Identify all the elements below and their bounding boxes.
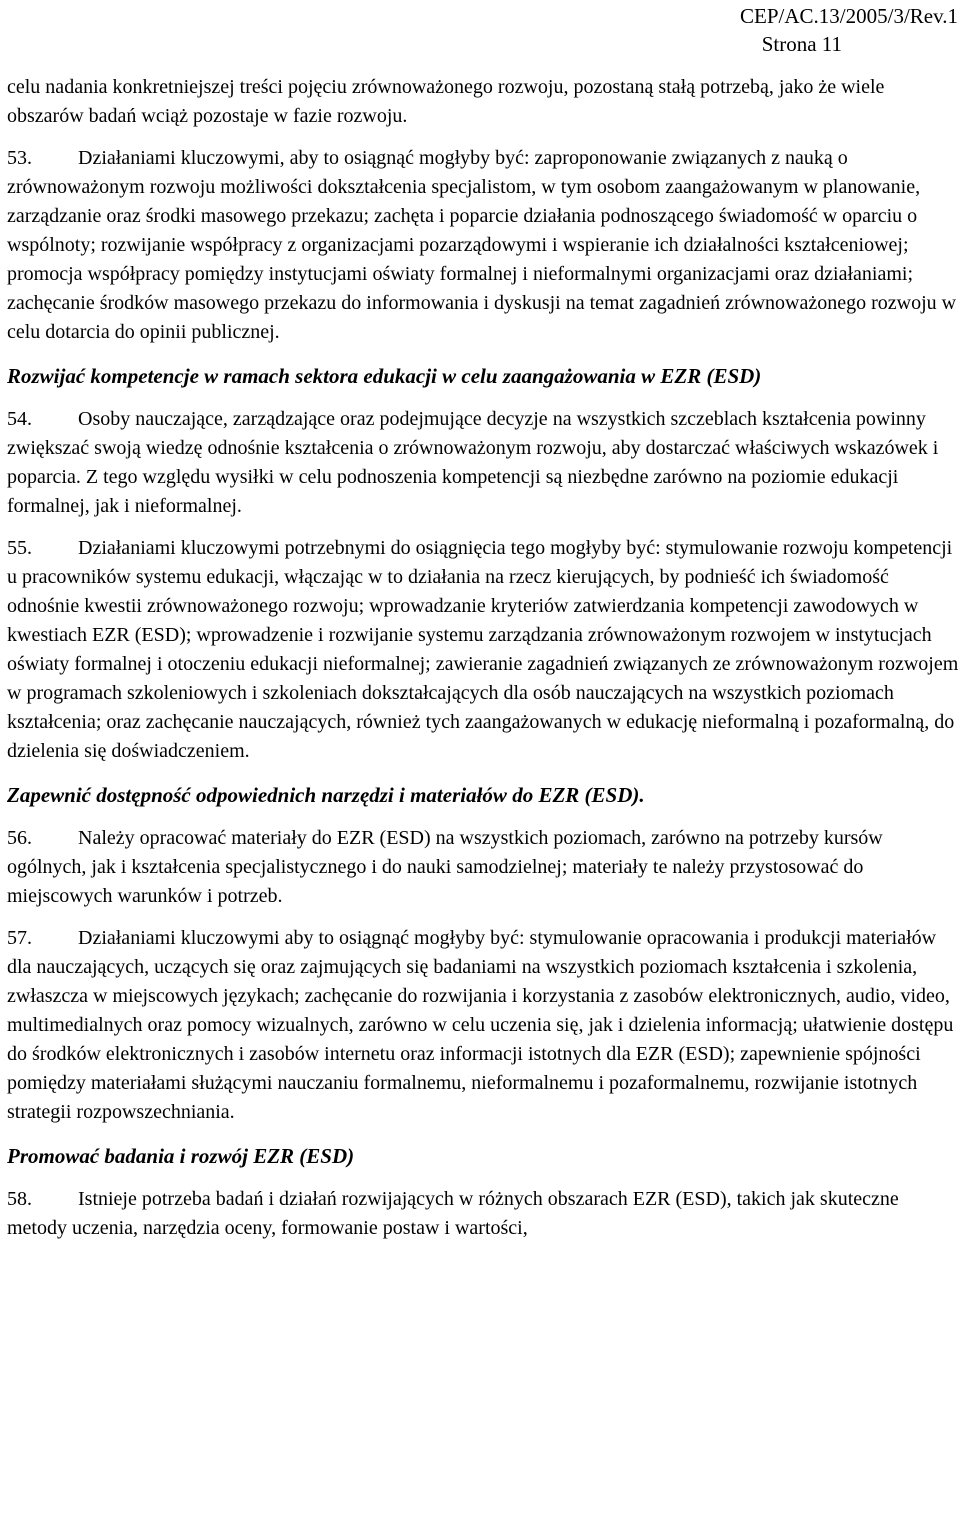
section-heading-tools: Zapewnić dostępność odpowiednich narzędzi i materiałów do EZR (ESD). [7, 783, 645, 807]
paragraph-55 [7, 534, 960, 766]
paragraph-text: Osoby nauczające, zarządzające oraz podejmujące decyzje na wszystkich szczeblach kształcenia powinny zwiększać swoją wiedzę odnośnie kształcenia o zrównoważonym rozwoju, aby dostarczać właściwych wskazówek i poparcia. Z tego względu wysiłki w celu podnoszenia kompetencji są niezbędne zarówno na poziomie edukacji formalnej, jak i nieformalnej. [7, 408, 939, 517]
page-header [740, 2, 958, 58]
paragraph-text: Należy opracować materiały do EZR (ESD) na wszystkich poziomach, zarówno na potrzeby kursów ogólnych, jak i kształcenia specjalistycznego i do nauki samodzielnej; materiały te należy przystosować do miejscowych warunków i potrzeb. [7, 827, 883, 907]
paragraph-text: Działaniami kluczowymi aby to osiągnąć mogłyby być: stymulowanie opracowania i produkcji materiałów dla nauczających, uczących się oraz zajmujących się badaniami na wszystkich poziomach kształcenia i szkolenia, zwłaszcza w miejscowych językach; zachęcanie do rozwijania i korzystania z zasobów elektronicznych, audio, video, multimedialnych oraz pomocy wizualnych, zarówno w celu uczenia się, jak i dzielenia informacją; ułatwienie dostępu do środków elektronicznych i zasobów internetu oraz informacji istotnych dla EZR (ESD); zapewnienie spójności pomiędzy materiałami służącymi nauczaniu formalnemu, nieformalnemu i pozaformalnemu, rozwijanie istotnych strategii rozpowszechniania. [7, 927, 954, 1123]
intro-paragraph [7, 73, 960, 131]
paragraph-number: 56. [7, 827, 32, 849]
paragraph-text: Działaniami kluczowymi potrzebnymi do osiągnięcia tego mogłyby być: stymulowanie rozwoju kompetencji u pracowników systemu edukacji, włączając w to działania na rzecz kierujących, by podnieść ich świadomość odnośnie kwestii zrównoważonego rozwoju; wprowadzanie kryteriów zatwierdzania kompetencji zawodowych w kwestiach EZR (ESD); wprowadzenie i rozwijanie systemu zarządzania zrównoważonym rozwojem w instytucjach oświaty formalnej i otoczeniu edukacji nieformalnej; zawieranie zagadnień związanych ze zrównoważonym rozwojem w programach szkoleniowych i szkoleniach dokształcających dla osób nauczających na wszystkich poziomach kształcenia; oraz zachęcanie nauczających, również tych zaangażowanych w edukację nieformalną i pozaformalną, do dzielenia się doświadczeniem. [7, 537, 959, 762]
paragraph-number: 53. [7, 147, 32, 169]
paragraph-number: 57. [7, 927, 32, 949]
paragraph-57 [7, 924, 960, 1127]
paragraph-56 [7, 824, 960, 911]
paragraph-number: 54. [7, 408, 32, 430]
paragraph-text: Istnieje potrzeba badań i działań rozwijających w różnych obszarach EZR (ESD), takich jak skuteczne metody uczenia, narzędzia oceny, formowanie postaw i wartości, [7, 1188, 899, 1239]
paragraph-58 [7, 1185, 960, 1243]
section-heading-research: Promować badania i rozwój EZR (ESD) [7, 1144, 355, 1168]
paragraph-54 [7, 405, 960, 521]
paragraph-number: 55. [7, 537, 32, 559]
paragraph-53 [7, 144, 960, 347]
paragraph-number: 58. [7, 1188, 32, 1210]
section-heading-competences: Rozwijać kompetencje w ramach sektora edukacji w celu zaangażowania w EZR (ESD) [7, 364, 762, 388]
intro-text: celu nadania konkretniejszej treści pojęciu zrównoważonego rozwoju, pozostaną stałą potrzebą, jako że wiele obszarów badań wciąż pozostaje w fazie rozwoju. [7, 76, 885, 127]
paragraph-text: Działaniami kluczowymi, aby to osiągnąć mogłyby być: zaproponowanie związanych z nauką o zrównoważonym rozwoju możliwości dokształcenia specjalistom, w tym osobom zaangażowanym w planowanie, zarządzanie oraz środki masowego przekazu; zachęta i poparcie działania podnoszącego świadomość w oparciu o wspólnoty; rozwijanie współpracy z organizacjami pozarządowymi i wspieranie ich działalności kształceniowej; promocja współpracy pomiędzy instytucjami oświaty formalnej i nieformalnymi organizacjami oraz działaniami; zachęcanie środków masowego przekazu do informowania i dyskusji na temat zagadnień zrównoważonego rozwoju w celu dotarcia do opinii publicznej. [7, 147, 957, 343]
document-body [7, 73, 960, 1256]
page-number: Strona 11 [761, 32, 842, 56]
document-code: CEP/AC.13/2005/3/Rev.1 [740, 4, 958, 28]
